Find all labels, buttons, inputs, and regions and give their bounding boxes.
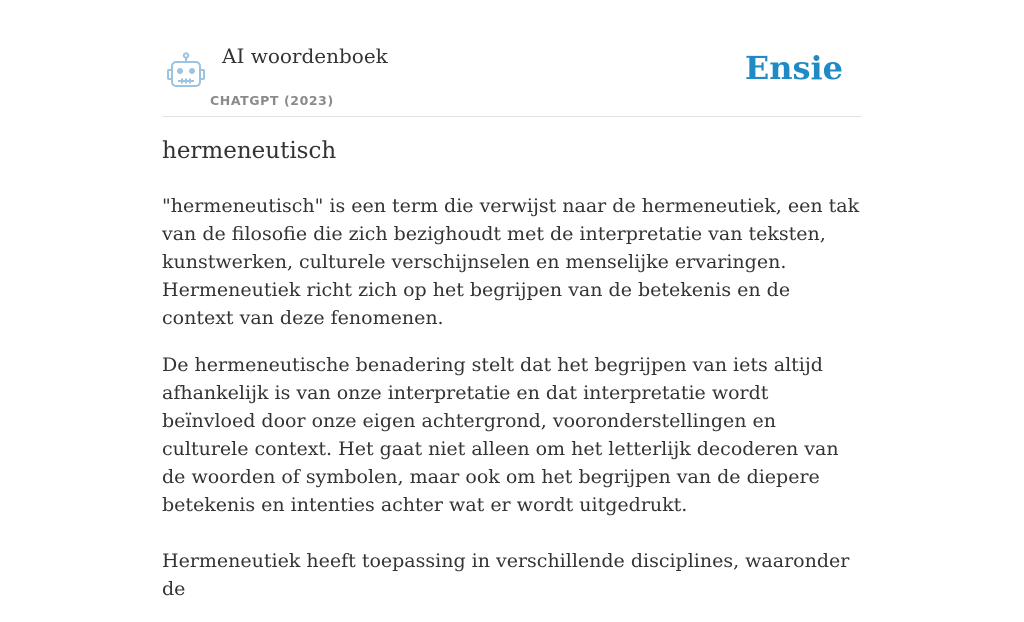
entry-term: hermeneutisch: [162, 138, 337, 164]
page-container: [162, 0, 862, 600]
definition-paragraph: De hermeneutische benadering stelt dat het begrijpen van iets altijd afhankelijk is van onze interpretatie en dat interpretatie wordt beïnvloed door onze eigen achtergrond, vooronderstellingen en culturele context. Het gaat niet alleen om het letterlijk decoderen van de woorden of symbolen, maar ook om het begrijpen van de diepere betekenis en intenties achter wat er wordt uitgedrukt.: [162, 354, 839, 516]
robot-icon: [166, 52, 206, 90]
entry-definition: [162, 192, 862, 622]
source-label: CHATGPT (2023): [210, 93, 334, 108]
header: [162, 0, 862, 117]
dictionary-title[interactable]: AI woordenboek: [222, 44, 388, 68]
definition-paragraph: "hermeneutisch" is een term die verwijst naar de hermeneutiek, een tak van de filosofie die zich bezighoudt met de interpretatie van teksten, kunstwerken, culturele verschijnselen en menselijke ervaringen. Hermeneutiek richt zich op het begrijpen van de betekenis en de context van deze fenomenen.: [162, 195, 860, 329]
definition-paragraph: Hermeneutiek heeft toepassing in verschillende disciplines, waaronder de: [162, 550, 850, 600]
brand-logo[interactable]: Ensie: [744, 49, 843, 87]
